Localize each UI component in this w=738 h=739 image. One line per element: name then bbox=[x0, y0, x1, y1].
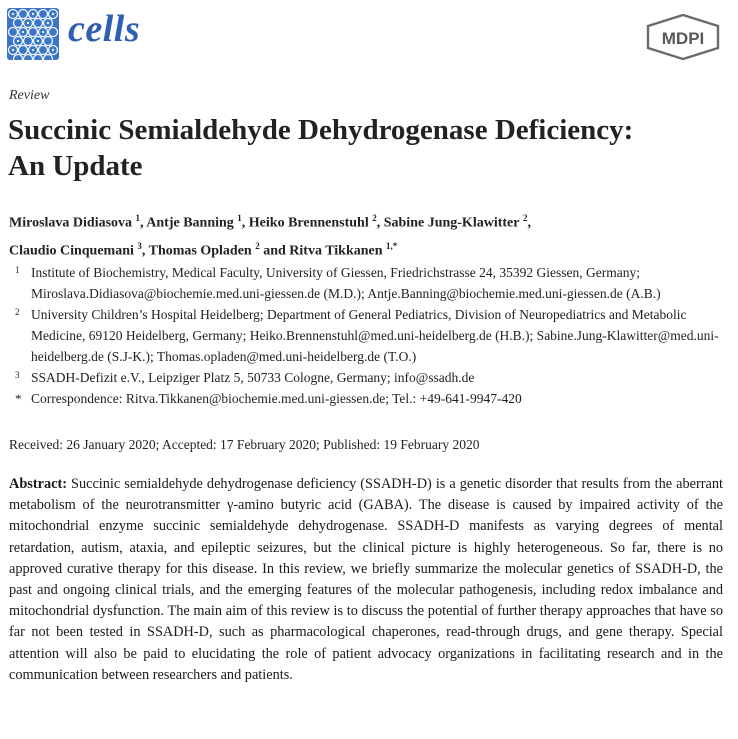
affiliation-mark: 3 bbox=[15, 370, 20, 380]
affiliation-mark: 1 bbox=[15, 265, 20, 275]
affiliation-item bbox=[9, 367, 729, 388]
abstract-label: Abstract: bbox=[9, 476, 67, 492]
journal-name: cells bbox=[68, 8, 141, 50]
affiliation-mark: * bbox=[15, 391, 22, 406]
affiliation-item bbox=[9, 388, 729, 409]
author-name: Antje Banning bbox=[146, 215, 234, 231]
title-line-1: Succinic Semialdehyde Dehydrogenase Deficiency: bbox=[8, 114, 634, 146]
cells-logo-icon bbox=[7, 8, 59, 60]
author-list: Miroslava Didiasova $^1$, Antje Banning $^1$, Heiko Brennenstuhl $^2$, Sabine Jung-Klawitter $^2$, Claudio Cinquemani $^3$, Thomas Opladen $^2$ and Ritva Tikkanen $^{1,*}$ bbox=[9, 213, 531, 259]
affiliation-item bbox=[9, 304, 729, 367]
article-type: Review bbox=[9, 88, 50, 103]
author-affiliation-mark: 2 bbox=[522, 213, 528, 223]
abstract-text: Succinic semialdehyde dehydrogenase deficiency (SSADH-D) is a genetic disorder that results from the aberrant metabolism of the neurotransmitter γ-amino butyric acid (GABA). The disease is caused by impaired activity of the mitochondrial enzyme succinic semialdehyde dehydrogenase. SSADH-D manifests as varying degrees of mental retardation, autism, ataxia, and epileptic seizures, but the clinical picture is highly heterogeneous. So far, there is no approved curative therapy for this disease. In this review, we briefly summarize the molecular genetics of SSADH-D, the past and ongoing clinical trials, and the emerging features of the molecular pathogenesis, including redox imbalance and mitochondrial dysfunction. The main aim of this review is to discuss the potential of further therapy approaches that have so far not been tested in SSADH-D, such as pharmacological chaperones, read-through drugs, and gene therapy. Special attention will also be paid to elucidating the role of patient advocacy organizations in facilitating research and in the communication between researchers and patients. bbox=[9, 476, 724, 683]
affiliation-text: SSADH-Defizit e.V., Leipziger Platz 5, 50733 Cologne, Germany; info@ssadh.de bbox=[31, 370, 475, 385]
author-name: Heiko Brennenstuhl bbox=[248, 215, 369, 231]
author-affiliation-mark: 2 bbox=[255, 240, 260, 251]
journal-logo bbox=[7, 8, 59, 60]
correspondence-text: Correspondence: Ritva.Tikkanen@biochemie.med.uni-giessen.de; Tel.: +49-641-9947-420 bbox=[31, 391, 522, 406]
author-affiliation-mark: 1 bbox=[237, 213, 242, 223]
affiliation-item bbox=[9, 262, 729, 304]
affiliation-text: University Children’s Hospital Heidelberg; Department of General Pediatrics, Division of Neuropediatrics and Metabolic Medicine, 69120 Heidelberg, Germany; Heiko.Brennenstuhl@med.uni-heidelberg.de (H.B.); Sabine.Jung-Klawitter@med.uni-heidelberg.de (S.J-K.); Thomas.opladen@med.uni-heidelberg.de (T.O.) bbox=[31, 307, 719, 364]
affiliations bbox=[9, 262, 729, 409]
author-name: Ritva Tikkanen bbox=[289, 243, 383, 259]
author-name: Thomas Opladen bbox=[148, 243, 252, 259]
author-affiliation-mark: 1,* bbox=[386, 240, 398, 251]
author-affiliation-mark: 1 bbox=[135, 213, 141, 223]
affiliation-text: Institute of Biochemistry, Medical Faculty, University of Giessen, Friedrichstrasse 24, 35392 Giessen, Germany; Miroslava.Didiasova@biochemie.med.uni-giessen.de (M.D.); Antje.Banning@biochemie.med.uni-giessen.de (A.B.) bbox=[31, 265, 661, 301]
publisher-name: MDPI bbox=[661, 29, 705, 48]
article-title bbox=[8, 112, 728, 184]
mdpi-logo bbox=[645, 14, 721, 60]
author-name: Sabine Jung-Klawitter bbox=[383, 215, 520, 231]
author-name: Claudio Cinquemani bbox=[9, 243, 134, 259]
author-affiliation-mark: 3 bbox=[137, 240, 142, 251]
abstract bbox=[9, 474, 723, 686]
author-affiliation-mark: 2 bbox=[372, 213, 377, 223]
author-name: Miroslava Didiasova bbox=[9, 215, 133, 231]
affiliation-mark: 2 bbox=[15, 307, 20, 317]
title-line-2: An Update bbox=[8, 150, 143, 182]
publication-dates: Received: 26 January 2020; Accepted: 17 February 2020; Published: 19 February 2020 bbox=[9, 437, 480, 452]
